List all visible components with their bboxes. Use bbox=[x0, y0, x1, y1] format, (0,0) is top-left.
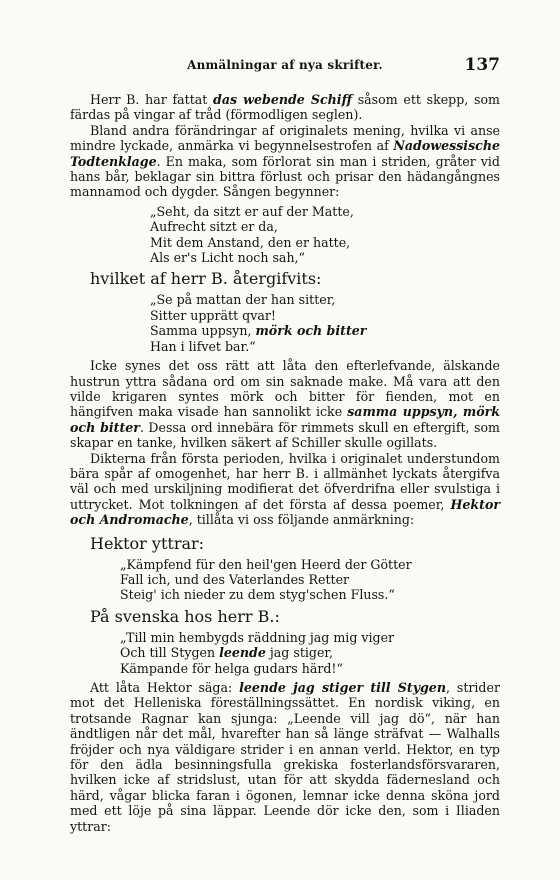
verse-swedish-2 bbox=[70, 630, 500, 676]
paragraph-5-text-b: , strider mot det Helleniska föreställningssättet. En nordisk viking, en trotsande Ragnar kan sjunga: „Leende vill jag dö“, när han ändtligen når det mål, hvarefter han så länge sträfvat — Walhalls fröjder och nya väldigare strider i en annan verld. Hektor, en typ för den ädla besinningsfulla grekiska fosterlandsförsvararen, hvilken icke af stridslust, utan för att skydda fädernesland och härd, vågar blicka faran i ögonen, lemnar icke denna sköna jord med ett löje på sina läppar. Leende dör icke den, som i Iliaden yttrar: bbox=[70, 680, 500, 834]
paragraph-1-text-b: såsom ett skepp, som färdas på vingar af tråd (förmodligen seglen). bbox=[70, 92, 500, 123]
paragraph-2-text-b: . En maka, som förlorat sin man i striden, gråter vid hans bår, beklagar sin bittra förlust och prisar den hädangångnes mannamod och dygder. Sången begynner: bbox=[70, 153, 500, 200]
page-number: 137 bbox=[464, 55, 500, 75]
paragraph-2-emphasis: Nadowessische Todtenklage bbox=[70, 138, 500, 169]
verse-line: Han i lifvet bar.“ bbox=[150, 338, 256, 354]
paragraph-2 bbox=[70, 123, 500, 200]
verse-line-text: jag stiger, bbox=[265, 645, 334, 661]
verse-line: „Se på mattan der han sitter, bbox=[150, 292, 336, 308]
verse-line bbox=[120, 645, 500, 660]
paragraph-1 bbox=[70, 92, 500, 123]
paragraph-3-emphasis: samma uppsyn, mörk och bitter bbox=[70, 404, 500, 435]
verse-line bbox=[150, 323, 500, 338]
paragraph-5-emphasis: leende jag stiger till Stygen bbox=[239, 680, 446, 695]
paragraph-4-text-b: , tillåta vi oss följande anmärkning: bbox=[188, 512, 415, 528]
verse-line: Sitter upprätt qvar! bbox=[150, 307, 276, 323]
verse-swedish-1 bbox=[70, 292, 500, 354]
paragraph-4 bbox=[70, 451, 500, 528]
paragraph-2-text-a: Bland andra förändringar af originalets mening, hvilka vi anse mindre lyckade, anmärka vi begynnelsestrofen af bbox=[70, 122, 500, 154]
verse-line: Als er's Licht noch sah,“ bbox=[150, 250, 305, 266]
paragraph-5-text-a: Att låta Hektor säga: bbox=[90, 680, 240, 695]
paragraph-3-text-a: Icke synes det oss rätt att låta den efterlefvande, älskande hustrun yttra sådana ord om sin saknade make. Må vara att den vilde krigaren syntes mörk och bitter för fienden, mot en hängifven maka visade han sannolikt icke bbox=[70, 358, 500, 420]
verse-line-text: Samma uppsyn, bbox=[150, 323, 256, 339]
running-title: Anmälningar af nya skrifter. bbox=[187, 58, 383, 72]
paragraph-1-text-a: Herr B. har fattat bbox=[90, 92, 214, 107]
verse-intro-1: hvilket af herr B. återgifvits: bbox=[90, 269, 322, 289]
verse-line-emphasis: mörk och bitter bbox=[255, 323, 367, 339]
paragraph-4-emphasis: Hektor och Andromache bbox=[70, 496, 500, 528]
paragraph-1-emphasis: das webende Schiff bbox=[213, 92, 353, 107]
paragraph-3-text-b: . Dessa ord innebära för rimmets skull en eftergift, som skapar en tanke, hvilken säkert af Schiller skulle ogillats. bbox=[70, 419, 501, 451]
paragraph-4-text-a: Dikterna från första perioden, hvilka i originalet understundom bära spår af omogenhet, har herr B. i allmänhet lyckats återgifva väl och med urskiljning modifierat det öfverdrifna eller svulstiga i uttrycket. Mot tolkningen af det första af dessa poemer, bbox=[70, 450, 500, 512]
verse-german-1 bbox=[70, 204, 500, 266]
paragraph-3 bbox=[70, 358, 500, 450]
page-body bbox=[70, 92, 500, 834]
verse-intro-2: Hektor yttrar: bbox=[90, 533, 205, 553]
verse-german-2 bbox=[70, 557, 500, 603]
verse-line: Mit dem Anstand, den er hatte, bbox=[150, 234, 351, 250]
verse-line: Steig' ich nieder zu dem styg'schen Fluss.“ bbox=[120, 587, 395, 603]
verse-line: „Till min hembygds räddning jag mig viger bbox=[120, 629, 395, 645]
verse-line: Aufrecht sitzt er da, bbox=[150, 219, 278, 235]
verse-line: Fall ich, und des Vaterlandes Retter bbox=[120, 571, 350, 587]
verse-line: Kämpande för helga gudars härd!“ bbox=[120, 660, 343, 676]
verse-intro-3: På svenska hos herr B.: bbox=[90, 606, 280, 626]
verse-line: „Seht, da sitzt er auf der Matte, bbox=[150, 203, 354, 219]
verse-line-text: Och till Stygen bbox=[120, 645, 220, 661]
paragraph-5 bbox=[70, 680, 500, 834]
page-header bbox=[70, 55, 500, 80]
verse-line-emphasis: leende bbox=[219, 645, 266, 661]
verse-line: „Kämpfend für den heil'gen Heerd der Götter bbox=[120, 556, 412, 572]
